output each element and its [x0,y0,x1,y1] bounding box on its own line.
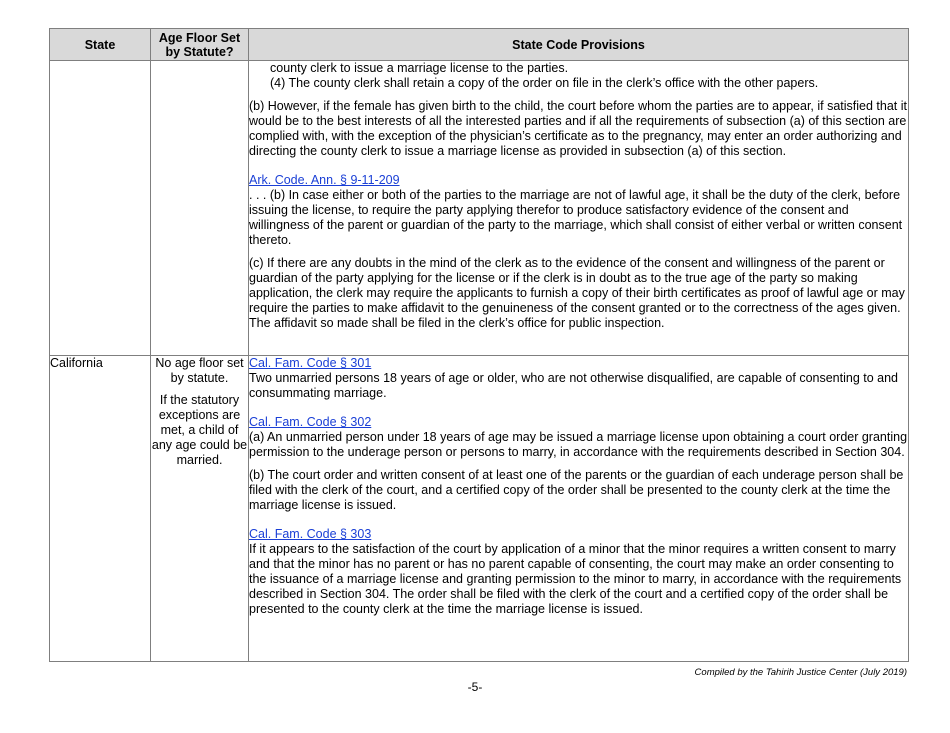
header-state: State [50,29,151,61]
state-cell: California [50,356,151,662]
table-row [50,61,909,356]
state-cell [50,61,151,356]
page-number: -5- [467,680,483,694]
statute-link[interactable]: Cal. Fam. Code § 301 [249,356,372,370]
age-floor-cell [151,61,249,356]
provision-block [249,173,908,248]
provisions-cell [249,61,909,356]
header-age-floor: Age Floor Set by Statute? [151,29,249,61]
age-floor-text: No age floor set by statute. [155,356,244,385]
provision-paragraph: (a) An unmarried person under 18 years of age may be issued a marriage license upon obtaining a court order granting permission to the underage person or persons to marry, in accordance with the requirements described in Section 304. [249,430,908,459]
provisions-cell [249,356,909,662]
provision-paragraph: (b) The court order and written consent of at least one of the parents or the guardian of each underage person shall be filed with the clerk of the court, and a certified copy of the order shall be presented to the county clerk at the time the marriage license is issued. [249,468,904,512]
provision-paragraph: If it appears to the satisfaction of the court by application of a minor that the minor requires a written consent to marry and that the minor has no parent or has no parent capable of consenting, the court may make an order consenting to the issuance of a marriage license and granting permission to the minor to marry, in accordance with the requirements described in Section 304. The order shall be filed with the clerk of the court and a certified copy of the order shall be presented to the county clerk at the time the marriage license is issued. [249,542,902,616]
provision-paragraph: (b) However, if the female has given birth to the child, the court before whom the parties are to appear, if satisfied that it would be to the best interests of all the interested parties and if all the requirements of subsection (a) of this section are complied with, with the exception of the physician’s certificate as to the pregnancy, may enter an order authorizing and directing the county clerk to issue a marriage license as provided in subsection (a) of this section. [249,99,907,158]
provision-paragraph: Two unmarried persons 18 years of age or older, who are not otherwise disqualified, are capable of consenting to and consummating marriage. [249,371,899,400]
provision-block [249,356,908,401]
provision-paragraph: . . . (b) In case either or both of the parties to the marriage are not of lawful age, it shall be the duty of the clerk, before issuing the license, to require the party applying therefor to produce satisfactory evidence of the consent and willingness of the parent or guardian of the party to the marriage, which shall consist of either verbal or written consent thereto. [249,188,903,247]
table-row [50,356,909,662]
state-code-table [49,28,909,662]
statute-link[interactable]: Ark. Code. Ann. § 9-11-209 [249,173,400,187]
continued-text [249,61,908,91]
statute-link[interactable]: Cal. Fam. Code § 303 [249,527,372,541]
age-floor-cell [151,356,249,662]
footer-credit: Compiled by the Tahirih Justice Center (July 2019) [694,667,907,678]
table-header-row [50,29,909,61]
header-provisions: State Code Provisions [249,29,909,61]
provision-block [249,527,908,617]
statute-link[interactable]: Cal. Fam. Code § 302 [249,415,372,429]
continued-line: (4) The county clerk shall retain a copy of the order on file in the clerk’s office with the other papers. [270,76,819,90]
age-floor-text: If the statutory exceptions are met, a child of any age could be married. [151,393,248,467]
provision-paragraph: (c) If there are any doubts in the mind of the clerk as to the evidence of the consent and willingness of the parent or guardian of the party applying for the license or if the clerk is in doubt as to the true age of the party so making application, the clerk may require the applicants to furnish a copy of their birth certificates as proof of lawful age or may require the parties to make affidavit to the genuineness of the consent granted or to the correctness of the ages given. The affidavit so made shall be filed in the clerk’s office for public inspection. [249,256,905,330]
provision-block [249,415,908,460]
continued-line: county clerk to issue a marriage license to the parties. [270,61,569,75]
